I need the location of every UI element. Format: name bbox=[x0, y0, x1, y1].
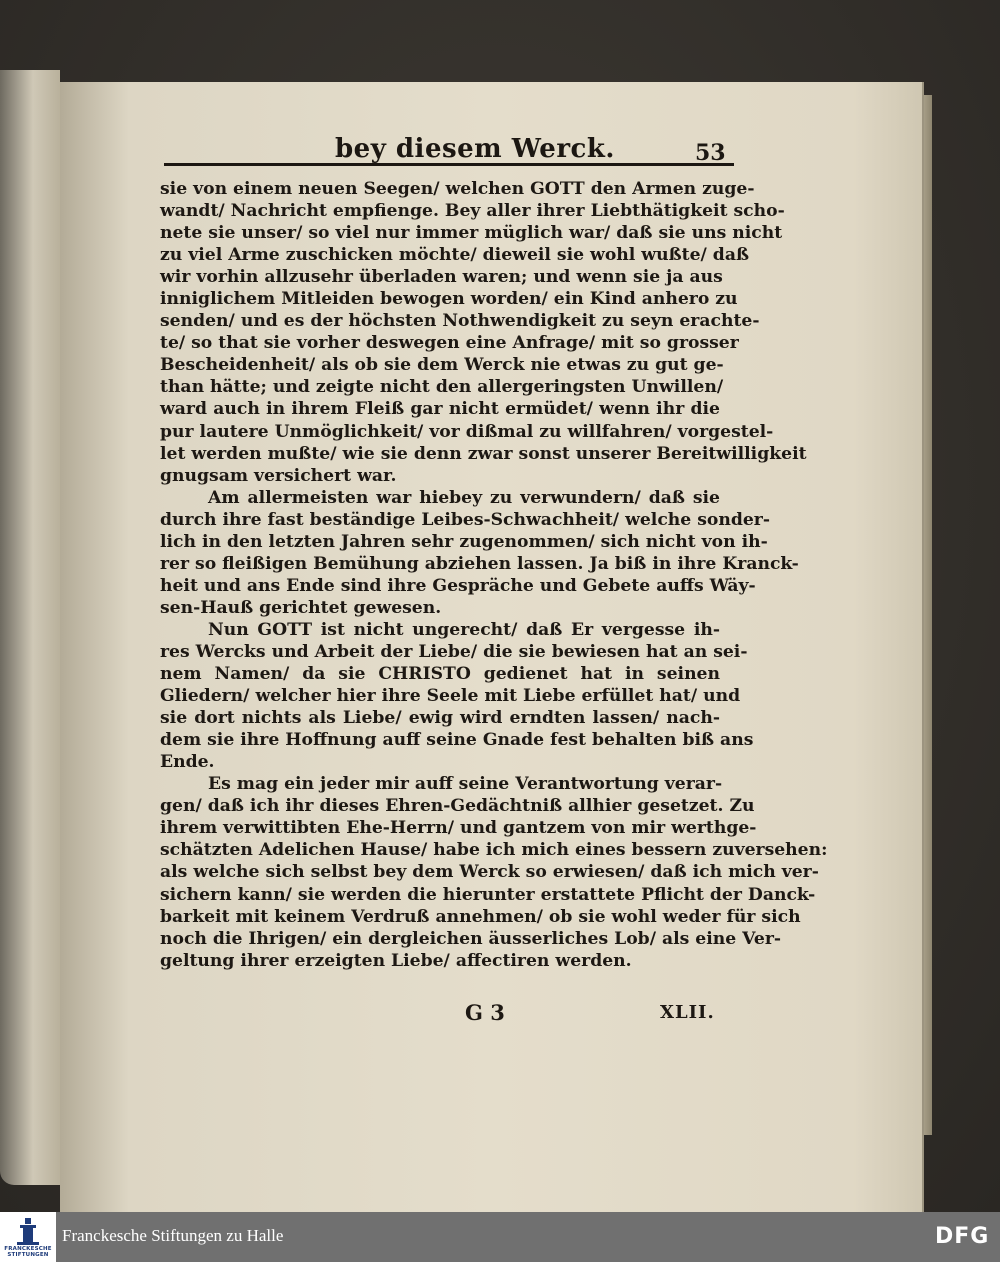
text-line: wir vorhin allzusehr überladen waren; und wenn sie ja aus bbox=[160, 267, 723, 288]
text-line: senden/ und es der höchsten Nothwendigkeit zu seyn erachte- bbox=[160, 311, 760, 332]
text-line: barkeit mit keinem Verdruß annehmen/ ob sie wohl weder für sich bbox=[160, 906, 801, 927]
text-line: geltung ihrer erzeigten Liebe/ affectiren werden. bbox=[160, 950, 632, 971]
text-line: than hätte; und zeigte nicht den allergeringsten Unwillen/ bbox=[160, 377, 724, 398]
text-line: als welche sich selbst bey dem Werck so erwiesen/ daß ich mich ver- bbox=[160, 862, 819, 883]
text-line: Nun GOTT ist nicht ungerecht/ daß Er vergesse ih- bbox=[208, 619, 720, 640]
viewer-footer-bar bbox=[0, 1212, 1000, 1262]
text-line: wandt/ Nachricht empfienge. Bey aller ihrer Liebthätigkeit scho- bbox=[160, 201, 785, 222]
institution-logo[interactable] bbox=[0, 1212, 56, 1262]
text-line: gen/ daß ich ihr dieses Ehren-Gedächtniß allhier gesetzet. Zu bbox=[160, 796, 755, 817]
text-line: sie von einem neuen Seegen/ welchen GOTT den Armen zuge- bbox=[160, 179, 755, 199]
text-line: ihrem verwittibten Ehe-Herrn/ und gantzem von mir werthge- bbox=[160, 818, 757, 839]
text-line: durch ihre fast beständige Leibes-Schwachheit/ welche sonder- bbox=[160, 509, 770, 530]
text-line: sen-Hauß gerichtet gewesen. bbox=[160, 597, 442, 618]
running-head: bey diesem Werck. bbox=[335, 134, 615, 164]
orphanage-logo-icon bbox=[14, 1216, 42, 1250]
text-line: Bescheidenheit/ als ob sie dem Werck nie etwas zu gut ge- bbox=[160, 355, 724, 376]
text-line: te/ so that sie vorher deswegen eine Anfrage/ mit so grosser bbox=[160, 333, 739, 354]
text-line: Ende. bbox=[160, 752, 215, 773]
text-line: sichern kann/ sie werden die hierunter erstattete Pflicht der Danck- bbox=[160, 884, 816, 905]
page-number: 53 bbox=[695, 140, 726, 166]
text-line: noch die Ihrigen/ ein dergleichen äusserliches Lob/ als eine Ver- bbox=[160, 928, 782, 949]
text-line: zu viel Arme zuschicken möchte/ dieweil sie wohl wußte/ daß bbox=[160, 245, 750, 266]
text-line: schätzten Adelichen Hause/ habe ich mich eines bessern zuversehen: bbox=[160, 840, 828, 861]
catchword: XLII. bbox=[660, 1002, 715, 1023]
signature-mark: G 3 bbox=[465, 1000, 505, 1025]
text-line: inniglichem Mitleiden bewogen worden/ ein Kind anhero zu bbox=[160, 289, 738, 310]
text-line: nem Namen/ da sie CHRISTO gedienet hat in seinen bbox=[160, 664, 720, 685]
page-header bbox=[150, 130, 730, 170]
text-line: nete sie unser/ so viel nur immer müglich war/ daß sie uns nicht bbox=[160, 223, 783, 244]
institution-name[interactable]: Franckesche Stiftungen zu Halle bbox=[62, 1226, 284, 1245]
dfg-logo[interactable]: DFG bbox=[935, 1224, 990, 1249]
page-footer bbox=[160, 1000, 720, 1030]
logo-text: FRANCKESCHE STIFTUNGEN bbox=[4, 1246, 52, 1258]
text-line: pur lautere Unmöglichkeit/ vor dißmal zu willfahren/ vorgestel- bbox=[160, 421, 774, 442]
text-line: rer so fleißigen Bemühung abziehen lassen. Ja biß in ihre Kranck- bbox=[160, 553, 799, 574]
text-line: res Wercks und Arbeit der Liebe/ die sie bewiesen hat an sei- bbox=[160, 641, 748, 662]
text-line: gnugsam versichert war. bbox=[160, 465, 397, 486]
text-line: dem sie ihre Hoffnung auff seine Gnade fest behalten biß ans bbox=[160, 730, 754, 751]
text-line: Es mag ein jeder mir auff seine Verantwortung verar- bbox=[208, 774, 723, 795]
text-line: Am allermeisten war hiebey zu verwundern/ daß sie bbox=[208, 487, 720, 508]
header-rule bbox=[164, 163, 734, 166]
text-line: ward auch in ihrem Fleiß gar nicht ermüdet/ wenn ihr die bbox=[160, 399, 720, 420]
text-line: lich in den letzten Jahren sehr zugenommen/ sich nicht von ih- bbox=[160, 531, 768, 552]
text-line: let werden mußte/ wie sie denn zwar sonst unserer Bereitwilligkeit bbox=[160, 443, 807, 464]
facing-page-edge bbox=[0, 70, 60, 1185]
text-line: heit und ans Ende sind ihre Gespräche und Gebete auffs Wäy- bbox=[160, 575, 756, 596]
text-line: sie dort nichts als Liebe/ ewig wird erndten lassen/ nach- bbox=[160, 708, 720, 729]
body-text bbox=[160, 178, 828, 972]
text-line: Gliedern/ welcher hier ihre Seele mit Liebe erfüllet hat/ und bbox=[160, 686, 741, 707]
